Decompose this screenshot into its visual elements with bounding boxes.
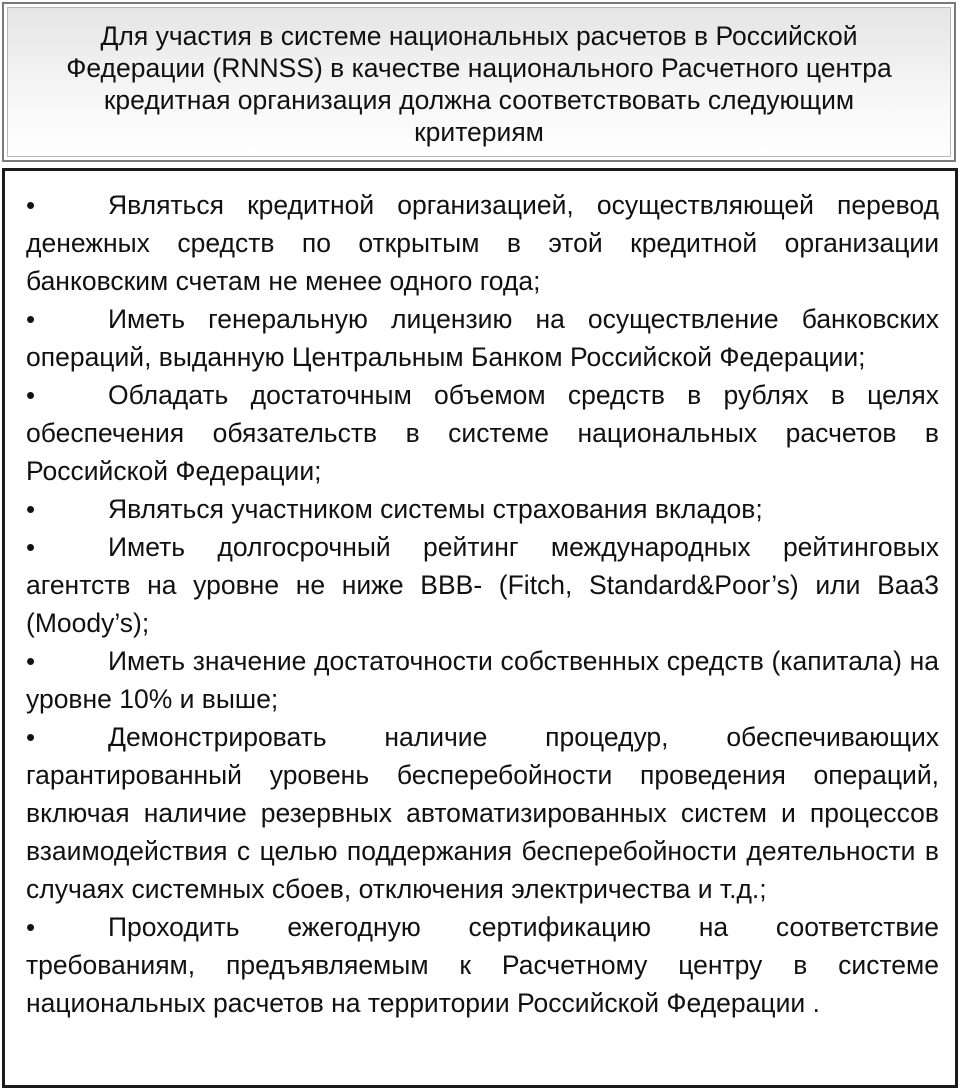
bullet-icon: • (26, 494, 36, 524)
bullet-icon: • (26, 646, 36, 676)
list-item (26, 376, 939, 490)
header-box (2, 2, 956, 162)
criterion-text: Являться участником системы страхования вкладов; (108, 494, 763, 524)
list-item (26, 528, 939, 642)
criterion-text: Демонстрировать наличие процедур, обеспечивающих гарантированный уровень бесперебойности проведения операций, включая наличие резервных автоматизированных систем и процессов взаимодействия с целью поддержания бесперебойности деятельности в случаях системных сбоев, отключения электричества и т.д.; (26, 722, 939, 904)
list-item (26, 908, 939, 1022)
bullet-icon: • (26, 912, 36, 942)
criterion-text: Иметь долгосрочный рейтинг международных рейтинговых агентств на уровне не ниже BBB- (Fitch, Standard&Poor’s) или Baa3 (Moody’s); (26, 532, 939, 638)
list-item (26, 300, 939, 376)
page-title: Для участия в системе национальных расчетов в Российской Федерации (RNNSS) в качестве национального Расчетного центра кредитная организация должна соответствовать следующим критериям (66, 21, 892, 147)
bullet-icon: • (26, 190, 36, 220)
bullet-icon: • (26, 722, 36, 752)
criterion-text: Являться кредитной организацией, осуществляющей перевод денежных средств по открытым в этой кредитной организации банковским счетам не менее одного года; (26, 190, 939, 296)
bullet-icon: • (26, 380, 36, 410)
bullet-icon: • (26, 304, 36, 334)
criterion-text: Проходить ежегодную сертификацию на соответствие требованиям, предъявляемым к Расчетному центру в системе национальных расчетов на территории Российской Федерации . (26, 912, 939, 1018)
list-item (26, 718, 939, 908)
bullet-icon: • (26, 532, 36, 562)
criteria-box (2, 168, 958, 1088)
criterion-text: Иметь генеральную лицензию на осуществление банковских операций, выданную Центральным Банком Российской Федерации; (26, 304, 939, 372)
criterion-text: Иметь значение достаточности собственных средств (капитала) на уровне 10% и выше; (26, 646, 939, 714)
list-item (26, 642, 939, 718)
criterion-text: Обладать достаточным объемом средств в рублях в целях обеспечения обязательств в системе национальных расчетов в Российской Федерации; (26, 380, 939, 486)
list-item (26, 490, 939, 528)
list-item (26, 186, 939, 300)
criteria-list (26, 186, 939, 1022)
